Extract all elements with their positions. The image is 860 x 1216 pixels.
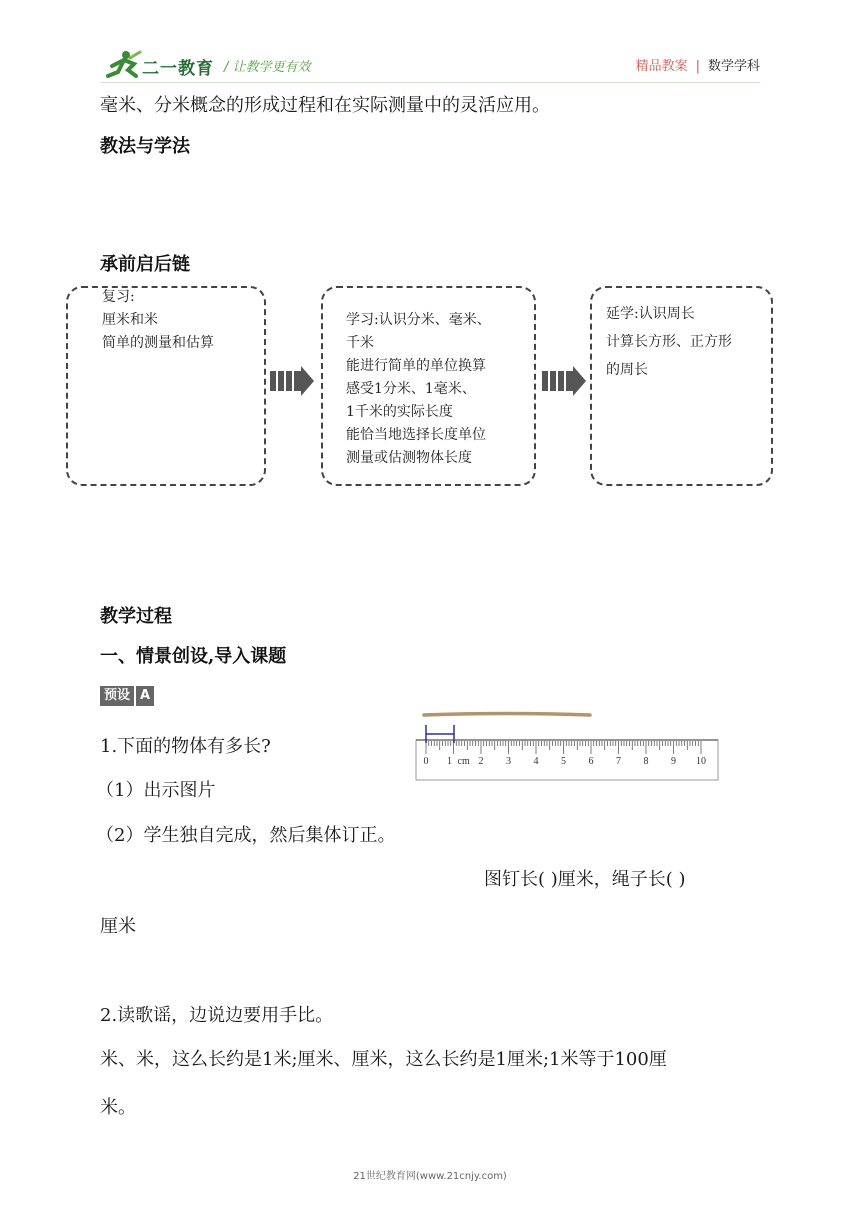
section-methods-heading: 教法与学法: [100, 136, 190, 157]
question-1-unit: 厘米: [100, 916, 136, 937]
logo-text: 二一教育: [142, 59, 214, 79]
chain-review-text: 复习: 厘米和米 简单的测量和估算: [102, 289, 214, 351]
ruler-tick-label: 1: [447, 756, 452, 767]
ruler-tick-label: 3: [506, 756, 511, 767]
question-1-blanks: 图钉长( )厘米，绳子长( ): [484, 869, 686, 890]
ruler-tick-label: 0: [423, 756, 429, 767]
header-category: 精品教案: [635, 59, 688, 74]
rope: [424, 714, 590, 716]
section-chain-heading: 承前启后链: [100, 254, 190, 275]
chain-extend-text: 延学:认识周长 计算长方形、正方形 的周长: [606, 306, 732, 378]
header-right: [636, 55, 760, 74]
ruler-tick-label: 9: [671, 756, 676, 767]
header-rule: [100, 82, 760, 83]
question-1: 1.下面的物体有多长?: [100, 736, 271, 757]
ruler-tick-label: 2: [478, 756, 484, 767]
ruler-tick-label: 8: [643, 756, 649, 767]
badge-letter: A: [136, 686, 154, 706]
ruler-tick-label: 7: [616, 756, 621, 767]
header-slogan: / 让教学更有效: [224, 60, 311, 75]
rhyme-line-1: 米、米，这么长约是1米;厘米、厘米，这么长约是1厘米;1米等于100厘: [100, 1049, 667, 1070]
footer-source: 21世纪教育网(www.21cnjy.com): [353, 1171, 507, 1182]
ruler-tick-label: 4: [533, 756, 539, 767]
intro-line: 毫米、分米概念的形成过程和在实际测量中的灵活应用。: [100, 95, 550, 116]
ruler-unit-label: cm: [457, 756, 470, 767]
preset-badge: [100, 686, 154, 706]
rhyme-line-2: 米。: [100, 1097, 136, 1118]
chain-learn-text: 学习:认识分米、毫米、 千米 能进行简单的单位换算 感受1分米、1毫米、 1千米的实际长度 能恰当地选择长度单位 测量或估测物体长度: [346, 312, 491, 466]
ruler-tick-label: 5: [561, 756, 566, 767]
header-divider: |: [695, 59, 700, 74]
ruler-image: [414, 708, 720, 784]
question-1-step-1: （1）出示图片: [96, 780, 216, 801]
section-process-heading: 教学过程: [100, 606, 172, 627]
arrow-right-icon: [268, 366, 316, 396]
question-2: 2.读歌谣，边说边要用手比。: [100, 1005, 334, 1026]
header-subject: 数学学科: [707, 59, 760, 74]
arrow-right-icon: [540, 366, 588, 396]
ruler-tick-label: 10: [696, 756, 706, 767]
ruler-tick-label: 6: [588, 756, 594, 767]
subsection-heading: 一、情景创设,导入课题: [100, 646, 287, 667]
question-1-step-2: （2）学生独自完成，然后集体订正。: [96, 825, 396, 846]
badge-label: 预设: [100, 686, 134, 706]
